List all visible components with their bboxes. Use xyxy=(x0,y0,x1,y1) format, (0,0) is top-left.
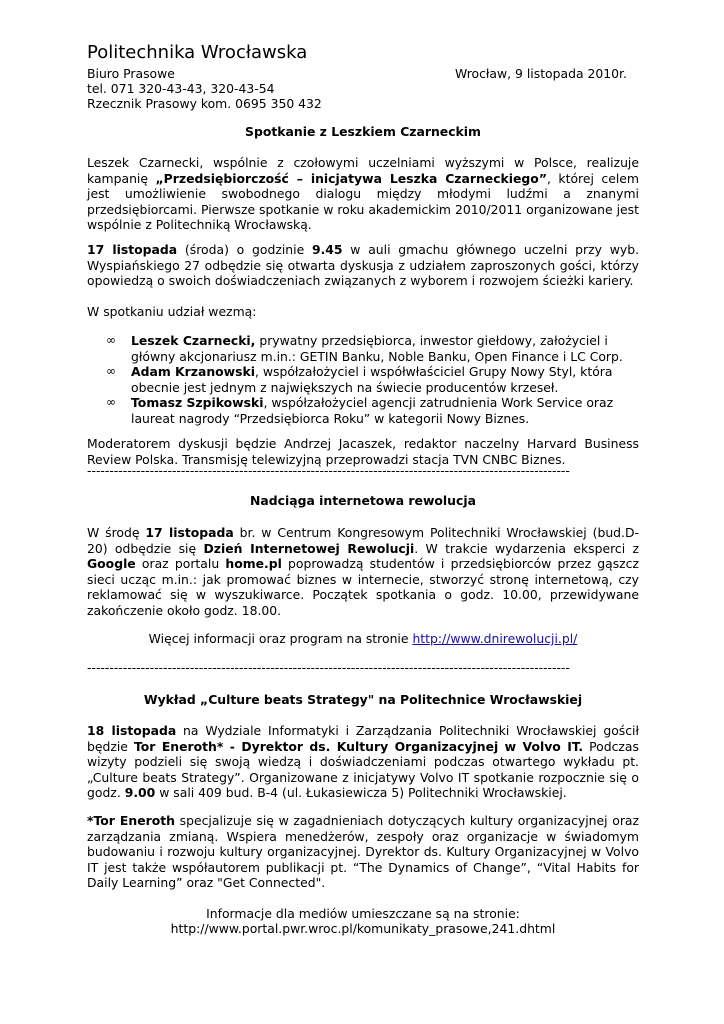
text: Więcej informacji oraz program na stronie xyxy=(148,631,413,646)
more-info-line xyxy=(87,631,639,647)
campaign-name: „Przedsiębiorczość – inicjatywa Leszka Czarneckiego” xyxy=(155,170,547,186)
article3-heading: Wykład „Culture beats Strategy" na Politechnice Wrocławskiej xyxy=(143,692,583,707)
article2-heading: Nadciąga internetowa rewolucja xyxy=(250,493,476,508)
list-item xyxy=(106,395,646,426)
footer-line1: Informacje dla mediów umieszczane są na stronie: xyxy=(206,906,520,921)
event-date: 17 listopada xyxy=(87,242,178,257)
participant-name: Leszek Czarnecki, xyxy=(131,333,256,348)
article2-paragraph xyxy=(87,525,639,618)
text: . W trakcie wydarzenia eksperci z xyxy=(414,540,639,556)
release-date: Wrocław, 9 listopada 2010r. xyxy=(455,66,627,81)
article3-paragraph xyxy=(87,723,639,801)
participants-list xyxy=(106,333,646,426)
dnirewolucji-link[interactable]: http://www.dnirewolucji.pl/ xyxy=(412,631,578,646)
article1-paragraph2 xyxy=(87,242,639,289)
article1-heading: Spotkanie z Leszkiem Czarneckim xyxy=(245,124,481,139)
text: oraz portalu xyxy=(135,556,226,571)
event-date: 17 listopada xyxy=(145,525,234,540)
text: poprowadzą studentów i przedsiębiorców przez gąszcz sieci ucząc m.in.: jak promować biznes w internecie, stworzyć stronę internetową, czy reklamować się w wyszukiwarce. Początek spotkania o godz. 10.00, przewidywane zakończenie około godz. 18.00. xyxy=(87,556,640,618)
portal-name: home.pl xyxy=(225,556,282,571)
company-name: Google xyxy=(87,556,136,571)
guest-name: *Tor Eneroth xyxy=(87,813,175,828)
infinity-bullet-icon: ∞ xyxy=(106,333,116,347)
institution-title: Politechnika Wrocławska xyxy=(87,42,308,63)
event-time: 9.45 xyxy=(311,242,343,257)
text: na Wydziale Informatyki i Zarządzania Politechniki Wrocławskiej gościł będzie xyxy=(87,723,640,754)
spokesperson-contact: Rzecznik Prasowy kom. 0695 350 432 xyxy=(87,96,322,111)
list-item xyxy=(106,364,646,395)
text: W środę xyxy=(87,525,146,540)
phone-numbers: tel. 071 320-43-43, 320-43-54 xyxy=(87,81,275,96)
text: , której celem jest umożliwienie swobodnego dialogu między młodymi ludźmi a znanymi przedsiębiorcami. Pierwsze spotkanie w roku akademickim 2010/2011 organizowane jest wspólnie z Politechniką Wrocławską. xyxy=(87,170,640,232)
infinity-bullet-icon: ∞ xyxy=(106,364,116,378)
guest-bio xyxy=(87,813,639,891)
article1-paragraph3: W spotkaniu udział wezmą: xyxy=(87,304,257,319)
separator: ------------------------------------------------------------------------------------------------------------ xyxy=(87,463,570,478)
article1-paragraph1 xyxy=(87,155,639,233)
infinity-bullet-icon: ∞ xyxy=(106,395,116,409)
article1-paragraph4: Moderatorem dyskusji będzie Andrzej Jacaszek, redaktor naczelny Harvard Business Review Polska. Transmisję telewizyjną przeprowadzi stacja TVN CNBC Biznes. xyxy=(87,436,639,467)
text: br. w Centrum Kongresowym Politechniki Wrocławskiej (bud.D-20) odbędzie się xyxy=(87,525,640,556)
participant-desc: prywatny przedsiębiorca, inwestor giełdowy, założyciel i główny akcjonariusz m.in.: GETIN Banku, Noble Banku, Open Finance i LC Corp. xyxy=(131,333,623,364)
event-name: Dzień Internetowej Rewolucji xyxy=(203,540,415,556)
footer-url: http://www.portal.pwr.wroc.pl/komunikaty_prasowe,241.dhtml xyxy=(170,921,556,936)
event-date: 18 listopada xyxy=(87,723,177,738)
text: (środa) o godzinie xyxy=(177,242,312,257)
separator: ------------------------------------------------------------------------------------------------------------ xyxy=(87,660,570,675)
participant-desc: , współzałożyciel i współwłaściciel Grupy Nowy Styl, która obecnie jest jednym z największych na świecie producentów krzeseł. xyxy=(131,364,613,395)
participant-desc: , współzałożyciel agencji zatrudnienia Work Service oraz laureat nagrody “Przedsiębiorca Roku” w kategorii Nowy Biznes. xyxy=(131,395,614,426)
text: Leszek Czarnecki, wspólnie z czołowymi uczelniami wyższymi w Polsce, realizuje kampanię xyxy=(87,155,639,186)
participant-name: Tomasz Szpikowski xyxy=(131,395,264,410)
text: Podczas wizyty podzieli się swoją wiedzą i doświadczeniami podczas otwartego wykładu pt. „Culture beats Strategy”. Organizowane z inicjatywy Volvo IT spotkanie rozpocznie się o godz. xyxy=(87,738,639,800)
list-item xyxy=(106,333,646,364)
participant-name: Adam Krzanowski xyxy=(131,364,255,379)
event-time: 9.00 xyxy=(124,785,156,800)
text: w auli gmachu głównego uczelni przy wyb. Wyspiańskiego 27 odbędzie się otwarta dyskusja z udziałem zaproszonych gości, którzy opowiedzą o swoich doświadczeniach związanych z wyborem i rozwojem ścieżki kariery. xyxy=(87,242,640,288)
text: w sali 409 bud. B-4 (ul. Łukasiewicza 5) Politechniki Wrocławskiej. xyxy=(155,785,567,800)
text: specjalizuje się w zagadnieniach dotyczących kultury organizacyjnej oraz zarządzania zmianą. Wspiera menedżerów, zespoły oraz organizacje w świadomym budowaniu i rozwoju kultury organizacyjnej. Dyrektor ds. Kultury Organizacyjnej w Volvo IT jest także współautorem publikacji pt. “The Dynamics of Change”, “Vital Habits for Daily Learning” oraz "Get Connected". xyxy=(87,813,640,890)
guest-name: Tor Eneroth* - Dyrektor ds. Kultury Organizacyjnej w Volvo IT. xyxy=(133,738,584,754)
press-office: Biuro Prasowe xyxy=(87,66,175,81)
